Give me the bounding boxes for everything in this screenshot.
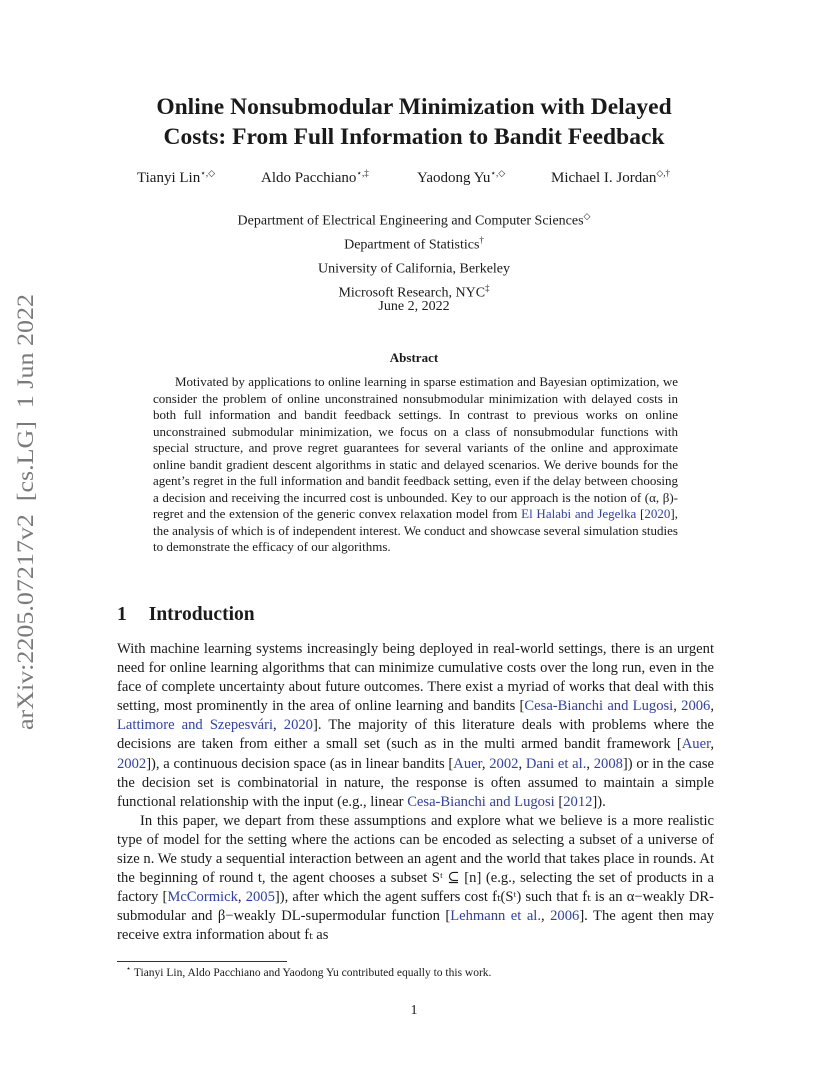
citation-link[interactable]: Lattimore and Szepesvári — [117, 717, 274, 734]
section-heading: 1 Introduction — [117, 604, 255, 625]
author-4: Michael I. Jordan◇,† — [551, 168, 671, 186]
arxiv-id-text: arXiv:2205.07217v2 [cs.LG] 1 Jun 2022 — [13, 335, 39, 730]
affiliation-3: University of California, Berkeley — [317, 261, 511, 277]
affiliation-4: Microsoft Research, NYC‡ — [338, 283, 490, 302]
paper-date: June 2, 2022 — [378, 299, 450, 314]
affiliation-2: Department of Statistics† — [344, 235, 484, 253]
intro-paragraph-1: With machine learning systems increasingly being deployed in real-world settings, there is an urgent need for online learning algorithms that can minimize cumulative costs over the long run, even in the face of complete uncertainty about future outcomes. There exist a myriad of works that deal with this setting, most prominently in the area of online learning and bandits [Cesa-Bianchi and Lugosi, 2006, Lattimore and Szepesvári, 2020]. The majority of this literature deals with problems where the decisions are taken from either a small set (such as in the multi armed bandit framework [Auer, 2002]), a continuous decision space (as in linear bandits [Auer, 2002, Dani et al., 2008]) or in the case the decision set is combinatorial in nature, the response is often assumed to maintain a simple functional relationship with the input (e.g., linear Cesa-Bianchi and Lugosi [2012]). — [117, 641, 714, 810]
abstract-heading: Abstract — [389, 350, 439, 365]
citation-link[interactable]: El Halabi and Jegelka — [521, 506, 637, 521]
citation-year-link[interactable]: 2002 — [489, 755, 519, 772]
intro-paragraph-2: In this paper, we depart from these assumptions and explore what we believe is a more realistic type of model for the setting where the actions can be encoded as selecting a subset of a universe of size n. We study a sequential interaction between an agent and the world that takes place in rounds. At the beginning of round t, the agent chooses a subset Sᵗ ⊆ [n] (e.g., selecting the set of products in a factory [McCormick, 2005]), after which the agent suffers cost fₜ(Sᵗ) such that fₜ is an α−weakly DR-submodular and β−weakly DL-supermodular function [Lehmann et al., 2006]. The agent then may receive extra information about fₜ as — [117, 812, 715, 944]
citation-link[interactable]: Cesa-Bianchi and Lugosi — [407, 793, 555, 810]
paper-title-line-1: Online Nonsubmodular Minimization with Delayed — [156, 94, 672, 120]
citation-year-link[interactable]: 2006 — [681, 698, 711, 715]
citation-year-link[interactable]: 2020 — [283, 717, 313, 734]
citation-link[interactable]: Auer — [681, 736, 711, 753]
footnote-rule — [117, 961, 287, 962]
abstract-body: Motivated by applications to online learning in sparse estimation and Bayesian optimization, we consider the problem of online unconstrained nonsubmodular minimization with delayed costs in both full information and bandit feedback settings. In contrast to previous works on online unconstrained submodular minimization, we focus on a class of nonsubmodular functions with special structure, and prove regret guarantees for several variants of the online and approximate online bandit gradient descent algorithms in static and delayed scenarios. We derive bounds for the agent’s regret in the full information and bandit feedback setting, even if the delay between choosing a decision and receiving the incurred cost is unbounded. Key to our approach is the notion of (α, β)-regret and the extension of the generic convex relaxation model from El Halabi and Jegelka [2020], the analysis of which is of independent interest. We conduct and showcase several simulation studies to demonstrate the efficacy of our algorithms. — [153, 374, 678, 554]
paper-title-line-2: Costs: From Full Information to Bandit Feedback — [163, 124, 665, 150]
citation-year-link[interactable]: 2006 — [550, 908, 580, 925]
author-2: Aldo Pacchiano⋆,‡ — [261, 168, 369, 186]
affiliation-1: Department of Electrical Engineering and Computer Sciences◇ — [237, 211, 591, 229]
citation-year-link[interactable]: 2012 — [563, 793, 593, 810]
citation-year-link[interactable]: 2002 — [117, 755, 147, 772]
citation-link[interactable]: Dani et al. — [525, 755, 587, 772]
author-3: Yaodong Yu⋆,◇ — [417, 168, 506, 186]
footnote: ⋆ Tianyi Lin, Aldo Pacchiano and Yaodong Yu contributed equally to this work. — [126, 964, 492, 979]
page-number: 1 — [410, 1003, 418, 1018]
citation-link[interactable]: Lehmann et al. — [450, 908, 541, 925]
citation-link[interactable]: Cesa-Bianchi and Lugosi — [524, 698, 674, 715]
affiliations — [0, 207, 828, 304]
citation-year-link[interactable]: 2020 — [644, 506, 671, 521]
citation-link[interactable]: Auer — [453, 755, 482, 772]
citation-link[interactable]: McCormick — [167, 889, 238, 906]
author-1: Tianyi Lin⋆,◇ — [137, 168, 216, 186]
citation-year-link[interactable]: 2005 — [245, 889, 275, 906]
citation-year-link[interactable]: 2008 — [593, 755, 623, 772]
introduction-body — [117, 640, 714, 946]
